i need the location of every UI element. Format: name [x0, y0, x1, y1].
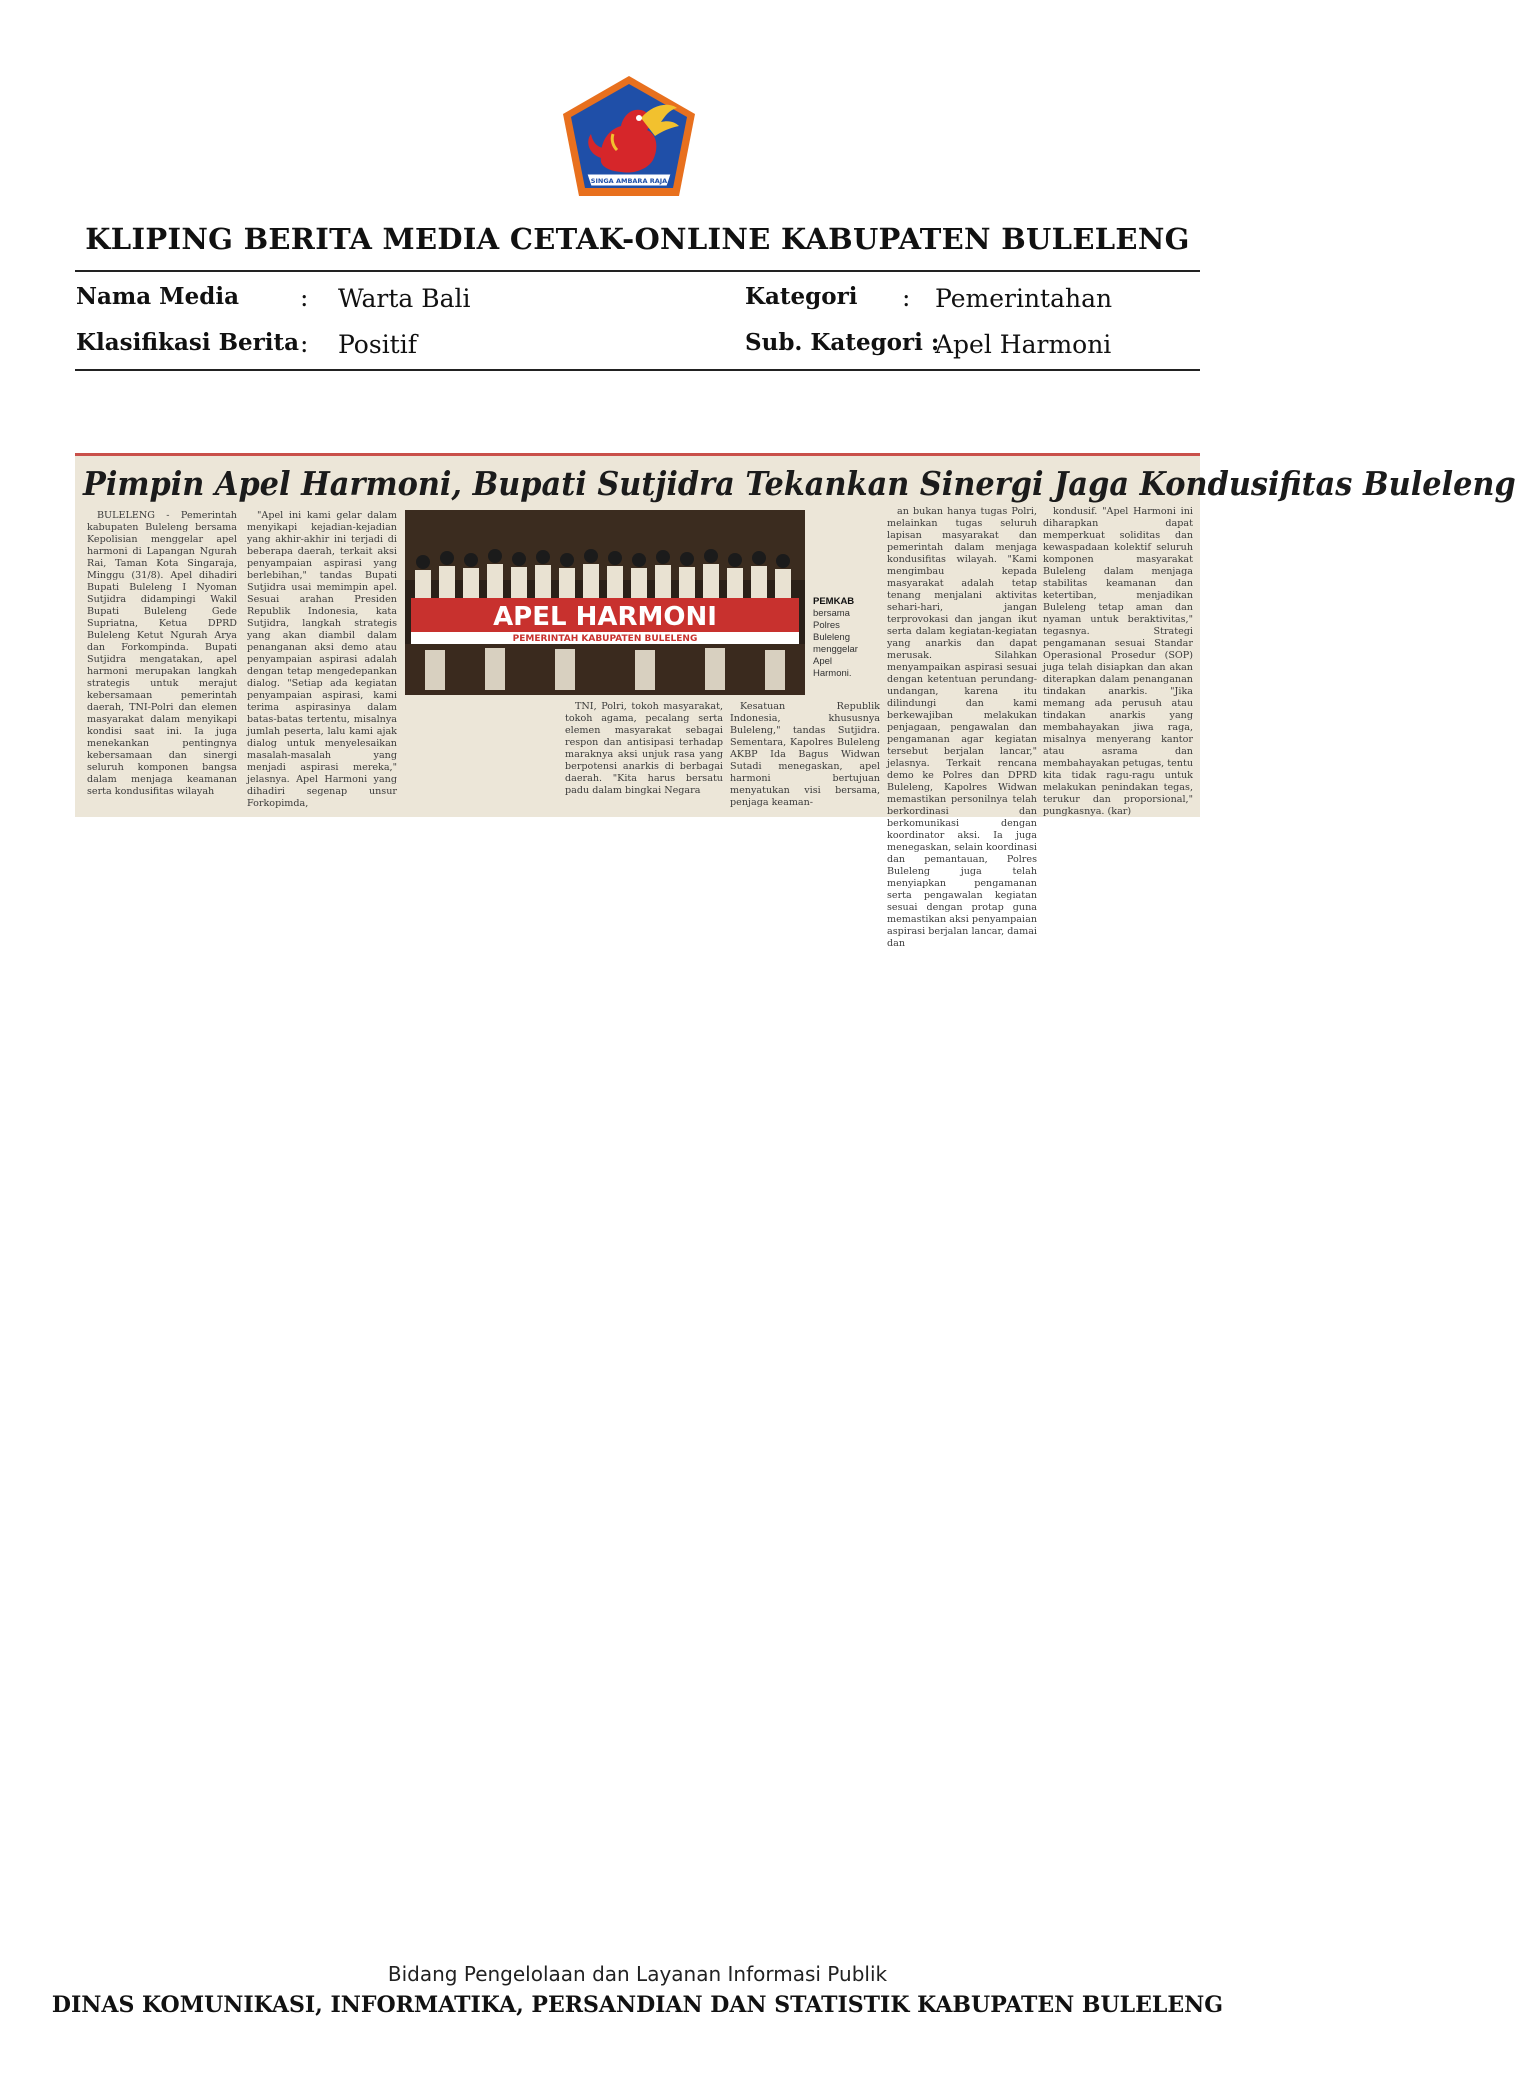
banner-subtitle: PEMERINTAH KABUPATEN BULELENG [512, 634, 698, 644]
footer-subtitle: Bidang Pengelolaan dan Layanan Informasi Publik [387, 1962, 888, 1986]
media-separator: : [300, 283, 309, 312]
sub-kategori-value: Apel Harmoni [935, 330, 1112, 359]
article-photo [405, 510, 805, 695]
media-label: Nama Media [76, 283, 239, 310]
article-column-6 [1043, 506, 1194, 817]
photo-caption [813, 596, 868, 680]
kategori-separator: : [902, 283, 911, 312]
article-column-4 [730, 701, 880, 811]
kategori-value: Pemerintahan [935, 284, 1113, 313]
article-column-1 [87, 510, 237, 810]
banner-title: APEL HARMONI [493, 602, 717, 632]
buleleng-regency-logo [561, 74, 697, 200]
article-column-5 [887, 506, 1037, 949]
newspaper-clipping [75, 453, 1516, 949]
page-title: KLIPING BERITA MEDIA CETAK-ONLINE KABUPATEN BULELENG [85, 222, 1190, 256]
article-text: "Apel ini kami gelar dalam menyikapi kejadian-kejadian yang akhir-akhir ini terjadi di beberapa daerah, terkait aksi penyampaian aspirasi yang berlebihan," tandas Bupati Sutjidra usai memimpin apel. Sesuai arahan Presiden Republik Indonesia, kata Sutjidra, langkah strategis yang akan diambil dalam penanganan aksi demo atau penyampaian aspirasi adalah dengan tetap mengedepankan dialog. "Setiap ada kegiatan penyampaian aspirasi, kami terima aspirasinya dalam batas-batas tertentu, misalnya jumlah peserta, lalu kami ajak dialog untuk menyelesaikan masalah-masalah yang menjadi aspirasi mereka," jelasnya. Apel Harmoni yang dihadiri segenap unsur Forkopimda, [247, 510, 397, 809]
article-text: BULELENG - Pemerintah kabupaten Buleleng bersama Kepolisian menggelar apel harmoni di Lapangan Ngurah Rai, Taman Kota Singaraja, Minggu (31/8). Apel dihadiri Bupati Buleleng I Nyoman Sutjidra didampingi Wakil Bupati Buleleng Gede Supriatna, Ketua DPRD Buleleng Ketut Ngurah Arya dan Forkompinda. Bupati Sutjidra mengatakan, apel harmoni merupakan langkah strategis untuk merajut kebersamaan pemerintah daerah, TNI-Polri dan elemen masyarakat dalam menyikapi kondisi saat ini. Ia juga menekankan pentingnya kebersamaan dan sinergi seluruh komponen bangsa dalam menjaga keamanan serta kondusifitas wilayah [87, 510, 237, 797]
media-value: Warta Bali [338, 284, 471, 313]
article-text: TNI, Polri, tokoh masyarakat, tokoh agama, pecalang serta elemen masyarakat sebagai respon dan antisipasi terhadap maraknya aksi unjuk rasa yang berpotensi anarkis di berbagai daerah. "Kita harus bersatu padu dalam bingkai Negara [565, 701, 723, 796]
header-divider-top [75, 270, 1200, 272]
footer-department: DINAS KOMUNIKASI, INFORMATIKA, PERSANDIAN DAN STATISTIK KABUPATEN BULELENG [51, 1992, 1224, 2018]
article-headline: Pimpin Apel Harmoni, Bupati Sutjidra Tekankan Sinergi Jaga Kondusifitas Buleleng [83, 464, 1516, 503]
article-text: kondusif. "Apel Harmoni ini diharapkan dapat memperkuat soliditas dan kewaspadaan kolektif seluruh komponen masyarakat Buleleng dalam menjaga stabilitas keamanan dan ketertiban, menjadikan Buleleng tetap aman dan nyaman untuk beraktivitas," tegasnya. Strategi pengamanan sesuai Standar Operasional Prosedur (SOP) juga telah disiapkan dan akan diterapkan dalam penanganan tindakan anarkis. "Jika memang ada perusuh atau tindakan anarkis yang membahayakan jiwa raga, misalnya menyerang kantor atau asrama dan membahayakan petugas, tentu kita tidak ragu-ragu untuk melakukan penindakan tegas, terukur dan proporsional," pungkasnya. (kar) [1043, 506, 1194, 817]
klasifikasi-value: Positif [338, 330, 417, 359]
article-text: Kesatuan Republik Indonesia, khususnya Buleleng," tandas Sutjidra. Sementara, Kapolres Buleleng AKBP Ida Bagus Widwan Sutadi menegaskan, apel harmoni bertujuan menyatukan visi bersama, penjaga keaman- [730, 701, 880, 808]
kategori-label: Kategori [745, 283, 858, 310]
klasifikasi-label: Klasifikasi Berita [76, 329, 300, 356]
article-column-3 [565, 701, 723, 811]
header-divider-bottom [75, 369, 1200, 371]
article-column-2 [247, 510, 397, 810]
caption-label: PEMKAB [813, 596, 855, 607]
article-text: an bukan hanya tugas Polri, melainkan tugas seluruh lapisan masyarakat dan pemerintah dalam menjaga kondusifitas wilayah. "Kami mengimbau kepada masyarakat adalah tetap tenang menjalani aktivitas sehari-hari, jangan terprovokasi dan jangan ikut serta dalam kegiatan-kegiatan yang anarkis dan dapat merusak. Silahkan menyampaikan aspirasi sesuai dengan ketentuan perundang-undangan, karena itu dilindungi dan kami berkewajiban melakukan penjagaan, pengawalan dan pengamanan agar kegiatan tersebut berjalan lancar," jelasnya. Terkait rencana demo ke Polres dan DPRD Buleleng, Kapolres Widwan memastikan personilnya telah berkordinasi dan berkomunikasi dengan koordinator aksi. Ia juga menegaskan, selain koordinasi dan pemantauan, Polres Buleleng juga telah menyiapkan pengamanan serta pengawalan kegiatan sesuai dengan protap guna memastikan aksi penyampaian aspirasi berjalan lancar, damai dan [887, 506, 1037, 949]
logo-motto: SINGA AMBARA RAJA [590, 177, 668, 185]
klasifikasi-separator: : [300, 329, 309, 358]
caption-text: bersama Polres Buleleng menggelar Apel Harmoni. [813, 608, 858, 679]
apel-harmoni-photo [405, 510, 805, 695]
sub-kategori-label: Sub. Kategori : [745, 329, 940, 356]
